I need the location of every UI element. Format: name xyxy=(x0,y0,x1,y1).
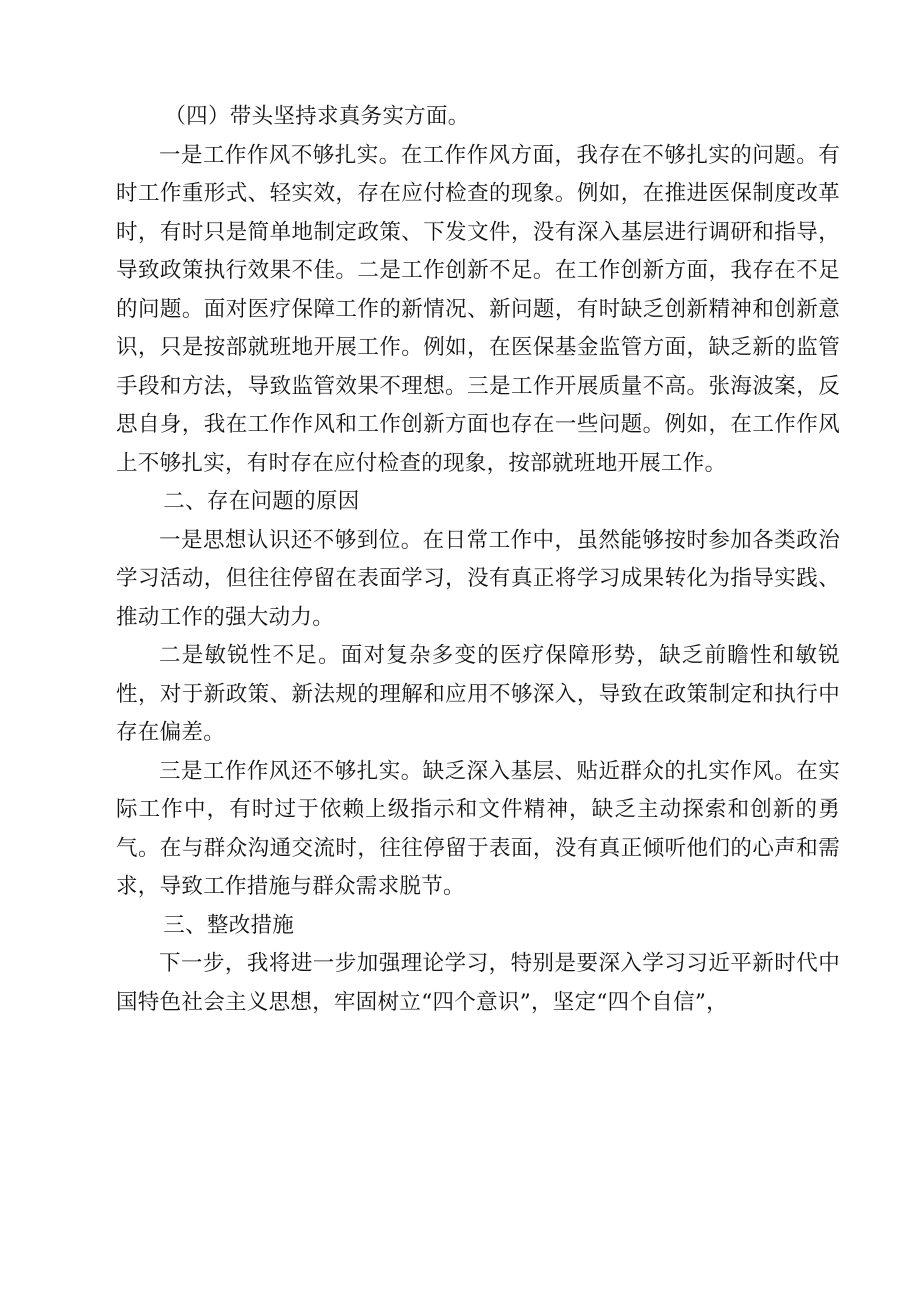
section-heading-causes: 二、存在问题的原因 xyxy=(163,489,360,514)
section-heading-measures: 三、整改措施 xyxy=(163,912,295,938)
cause-paragraph-three: 三是工作作风还不够扎实。缺乏深入基层、贴近群众的扎实作风。在实际工作中，有时过于依赖上级指示和文件精神，缺乏主动探索和创新的勇气。在与群众沟通交流时，往往停留于表面，没有真正倾听他们的心声和需求，导致工作措施与群众需求脱节。 xyxy=(116,758,840,899)
measures-paragraph: 下一步，我将进一步加强理论学习，特别是要深入学习习近平新时代中国特色社会主义思想，牢固树立“四个意识”，坚定“四个自信”， xyxy=(116,951,840,1015)
cause-paragraph-two: 二是敏锐性不足。面对复杂多变的医疗保障形势，缺乏前瞻性和敏锐性，对于新政策、新法规的理解和应用不够深入，导致在政策制定和执行中存在偏差。 xyxy=(116,643,840,745)
cause-paragraph-one: 一是思想认识还不够到位。在日常工作中，虽然能够按时参加各类政治学习活动，但往往停留在表面学习，没有真正将学习成果转化为指导实践、推动工作的强大动力。 xyxy=(116,527,840,630)
document-body xyxy=(116,98,840,1022)
work-style-paragraph: 一是工作作风不够扎实。在工作作风方面，我存在不够扎实的问题。有时工作重形式、轻实效，存在应付检查的现象。例如，在推进医保制度改革时，有时只是简单地制定政策、下发文件，没有深入基层进行调研和指导，导致政策执行效果不佳。二是工作创新不足。在工作创新方面，我存在不足的问题。面对医疗保障工作的新情况、新问题，有时缺乏创新精神和创新意识，只是按部就班地开展工作。例如，在医保基金监管方面，缺乏新的监管手段和方法，导致监管效果不理想。三是工作开展质量不高。张海波案，反思自身，我在工作作风和工作创新方面也存在一些问题。例如，在工作作风上不够扎实，有时存在应付检查的现象，按部就班地开展工作。 xyxy=(116,142,840,476)
subsection-title: （四）带头坚持求真务实方面。 xyxy=(164,104,470,129)
